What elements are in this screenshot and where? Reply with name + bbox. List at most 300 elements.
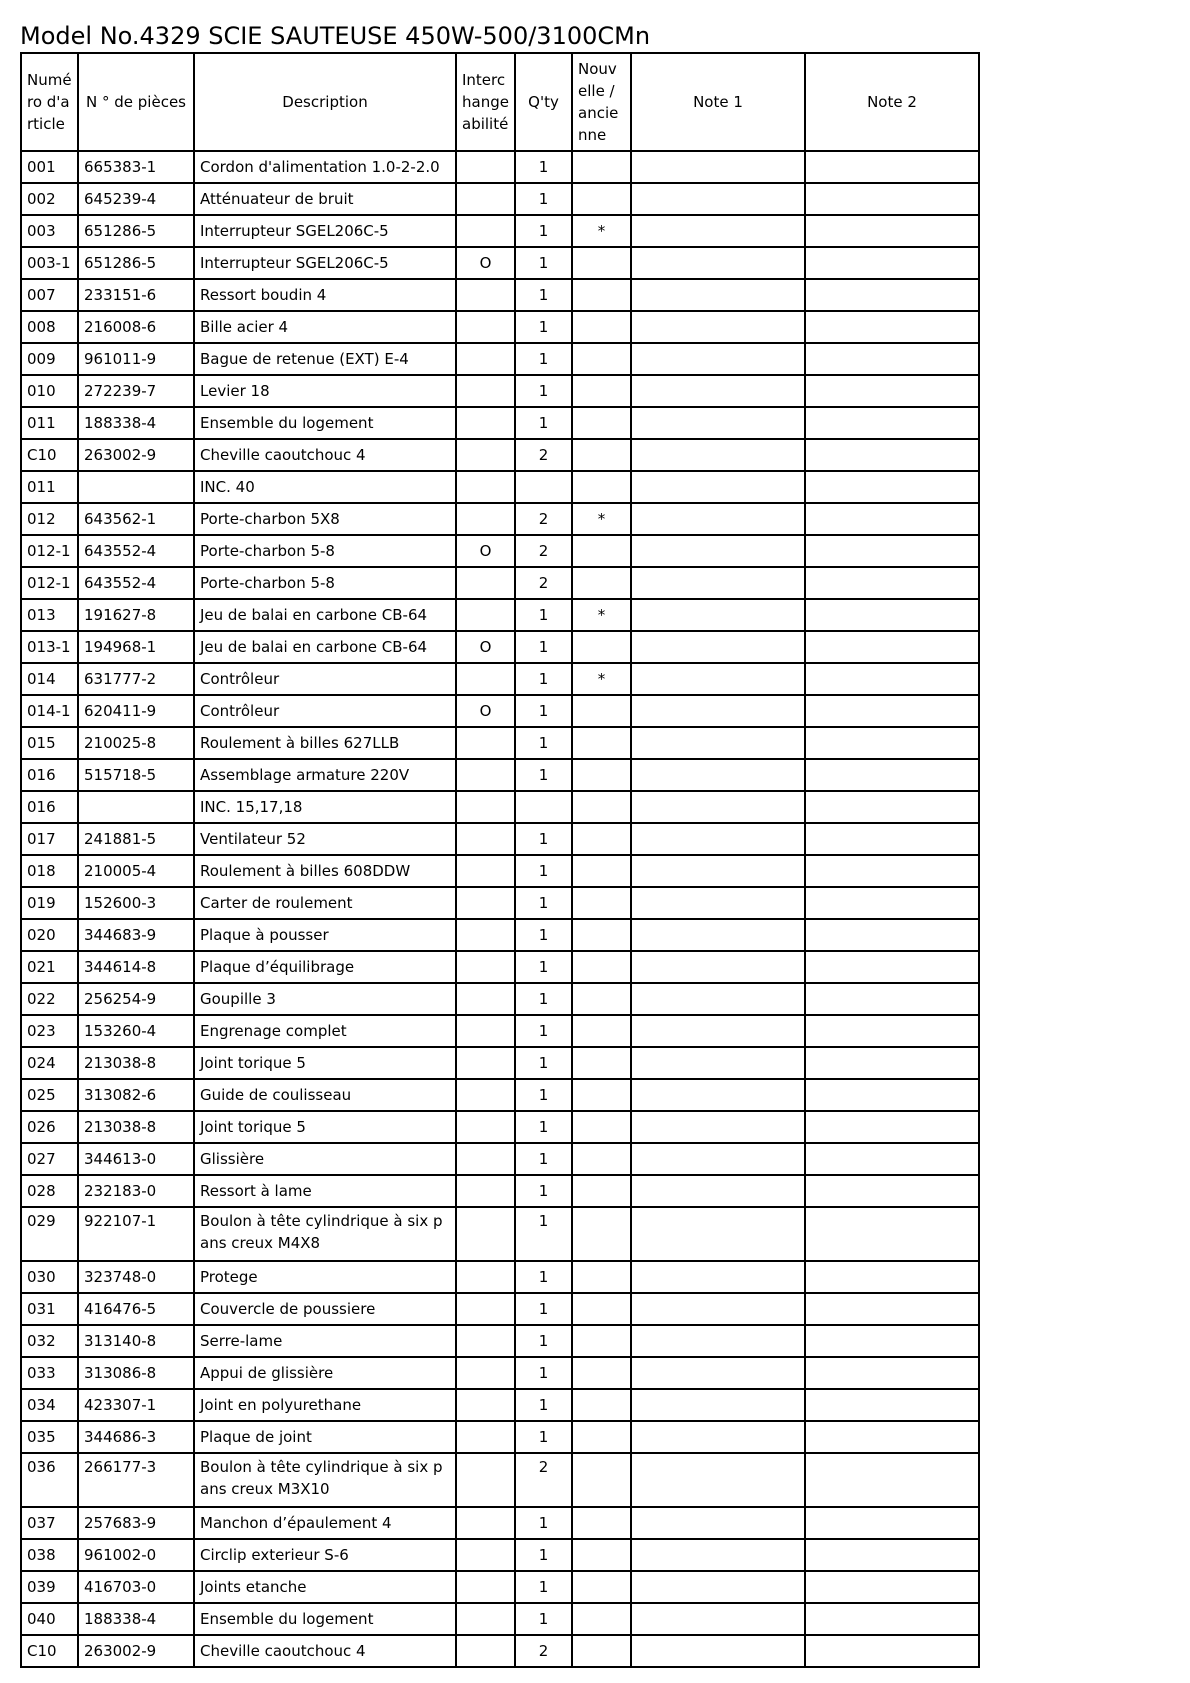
cell-description: Manchon d’épaulement 4 <box>194 1507 456 1539</box>
cell-new-old <box>572 983 631 1015</box>
table-row <box>21 471 979 503</box>
cell-note-1 <box>631 567 805 599</box>
cell-note-1 <box>631 599 805 631</box>
table-row <box>21 1603 979 1635</box>
cell-interchangeability <box>456 215 515 247</box>
table-row <box>21 1571 979 1603</box>
cell-note-2 <box>805 1603 979 1635</box>
cell-interchangeability <box>456 791 515 823</box>
cell-description: Assemblage armature 220V <box>194 759 456 791</box>
cell-quantity: 1 <box>515 1111 572 1143</box>
cell-description: Joint torique 5 <box>194 1111 456 1143</box>
table-row <box>21 823 979 855</box>
cell-item-number: 002 <box>21 183 78 215</box>
cell-note-2 <box>805 695 979 727</box>
cell-item-number: 033 <box>21 1357 78 1389</box>
cell-interchangeability <box>456 1507 515 1539</box>
cell-new-old <box>572 1015 631 1047</box>
cell-interchangeability <box>456 1015 515 1047</box>
cell-part-number: 313082-6 <box>78 1079 194 1111</box>
cell-new-old <box>572 1507 631 1539</box>
cell-description: Engrenage complet <box>194 1015 456 1047</box>
parts-table <box>20 52 980 1668</box>
cell-part-number: 961011-9 <box>78 343 194 375</box>
cell-quantity: 1 <box>515 759 572 791</box>
table-row <box>21 1421 979 1453</box>
cell-note-1 <box>631 1261 805 1293</box>
cell-description: Plaque de joint <box>194 1421 456 1453</box>
cell-description: Appui de glissière <box>194 1357 456 1389</box>
cell-quantity: 1 <box>515 343 572 375</box>
page-title: Model No.4329 SCIE SAUTEUSE 450W-500/3100CMn <box>20 22 651 50</box>
table-row <box>21 727 979 759</box>
cell-note-2 <box>805 599 979 631</box>
cell-part-number: 344614-8 <box>78 951 194 983</box>
cell-quantity: 2 <box>515 1453 572 1507</box>
cell-new-old <box>572 1389 631 1421</box>
cell-description: Ventilateur 52 <box>194 823 456 855</box>
cell-part-number: 344686-3 <box>78 1421 194 1453</box>
cell-new-old <box>572 631 631 663</box>
table-row <box>21 1539 979 1571</box>
table-row <box>21 535 979 567</box>
cell-note-2 <box>805 823 979 855</box>
cell-new-old <box>572 1635 631 1667</box>
cell-item-number: 028 <box>21 1175 78 1207</box>
cell-note-1 <box>631 279 805 311</box>
cell-new-old: * <box>572 215 631 247</box>
cell-new-old <box>572 1357 631 1389</box>
cell-new-old <box>572 183 631 215</box>
cell-note-1 <box>631 1325 805 1357</box>
cell-note-1 <box>631 407 805 439</box>
cell-item-number: 023 <box>21 1015 78 1047</box>
cell-note-2 <box>805 727 979 759</box>
cell-note-2 <box>805 631 979 663</box>
cell-new-old <box>572 919 631 951</box>
cell-part-number: 344613-0 <box>78 1143 194 1175</box>
cell-item-number: 012-1 <box>21 567 78 599</box>
cell-description: Plaque d’équilibrage <box>194 951 456 983</box>
cell-item-number: 024 <box>21 1047 78 1079</box>
cell-note-2 <box>805 759 979 791</box>
cell-description: Cheville caoutchouc 4 <box>194 1635 456 1667</box>
cell-note-2 <box>805 183 979 215</box>
cell-quantity: 1 <box>515 855 572 887</box>
cell-note-1 <box>631 1015 805 1047</box>
header-quantity: Q'ty <box>515 53 572 151</box>
cell-quantity: 1 <box>515 1603 572 1635</box>
cell-note-2 <box>805 1357 979 1389</box>
cell-quantity: 1 <box>515 215 572 247</box>
cell-note-2 <box>805 1421 979 1453</box>
cell-part-number: 620411-9 <box>78 695 194 727</box>
cell-note-1 <box>631 1079 805 1111</box>
cell-item-number: 022 <box>21 983 78 1015</box>
table-row <box>21 1261 979 1293</box>
cell-part-number: 266177-3 <box>78 1453 194 1507</box>
cell-note-2 <box>805 1507 979 1539</box>
cell-item-number: 010 <box>21 375 78 407</box>
cell-interchangeability <box>456 1453 515 1507</box>
cell-item-number: 009 <box>21 343 78 375</box>
cell-note-2 <box>805 855 979 887</box>
cell-item-number: 040 <box>21 1603 78 1635</box>
cell-new-old <box>572 247 631 279</box>
cell-item-number: 031 <box>21 1293 78 1325</box>
cell-description: Boulon à tête cylindrique à six pans creux M4X8 <box>194 1207 456 1261</box>
cell-item-number: 017 <box>21 823 78 855</box>
cell-note-2 <box>805 1175 979 1207</box>
cell-note-1 <box>631 1357 805 1389</box>
header-interchangeability: Interchangeabilité <box>456 53 515 151</box>
table-row <box>21 1047 979 1079</box>
cell-item-number: 021 <box>21 951 78 983</box>
cell-note-2 <box>805 279 979 311</box>
cell-new-old <box>572 695 631 727</box>
cell-item-number: 038 <box>21 1539 78 1571</box>
cell-part-number: 645239-4 <box>78 183 194 215</box>
cell-item-number: 003-1 <box>21 247 78 279</box>
cell-part-number: 416476-5 <box>78 1293 194 1325</box>
cell-interchangeability <box>456 1603 515 1635</box>
cell-interchangeability <box>456 407 515 439</box>
cell-description: Roulement à billes 627LLB <box>194 727 456 759</box>
cell-description: Levier 18 <box>194 375 456 407</box>
cell-note-1 <box>631 983 805 1015</box>
cell-item-number: 039 <box>21 1571 78 1603</box>
cell-interchangeability <box>456 1175 515 1207</box>
cell-note-2 <box>805 375 979 407</box>
cell-description: INC. 40 <box>194 471 456 503</box>
cell-new-old <box>572 375 631 407</box>
cell-new-old <box>572 439 631 471</box>
cell-quantity: 1 <box>515 311 572 343</box>
table-row <box>21 343 979 375</box>
table-row <box>21 375 979 407</box>
table-row <box>21 695 979 727</box>
cell-quantity: 1 <box>515 727 572 759</box>
table-row <box>21 631 979 663</box>
table-row <box>21 567 979 599</box>
cell-note-1 <box>631 1635 805 1667</box>
cell-new-old <box>572 823 631 855</box>
cell-note-1 <box>631 1175 805 1207</box>
cell-item-number: 008 <box>21 311 78 343</box>
table-row <box>21 663 979 695</box>
cell-quantity: 1 <box>515 1015 572 1047</box>
cell-note-1 <box>631 503 805 535</box>
cell-item-number: 014 <box>21 663 78 695</box>
cell-interchangeability <box>456 1207 515 1261</box>
cell-interchangeability <box>456 983 515 1015</box>
cell-item-number: 003 <box>21 215 78 247</box>
cell-description: Joint torique 5 <box>194 1047 456 1079</box>
header-description: Description <box>194 53 456 151</box>
cell-item-number: 035 <box>21 1421 78 1453</box>
table-row <box>21 791 979 823</box>
cell-quantity: 1 <box>515 695 572 727</box>
cell-quantity: 1 <box>515 1571 572 1603</box>
cell-description: Glissière <box>194 1143 456 1175</box>
cell-part-number: 263002-9 <box>78 1635 194 1667</box>
cell-quantity: 2 <box>515 535 572 567</box>
cell-quantity: 1 <box>515 151 572 183</box>
cell-note-2 <box>805 887 979 919</box>
table-row <box>21 1293 979 1325</box>
cell-note-2 <box>805 1079 979 1111</box>
cell-part-number: 643562-1 <box>78 503 194 535</box>
cell-part-number: 152600-3 <box>78 887 194 919</box>
cell-part-number: 191627-8 <box>78 599 194 631</box>
cell-part-number: 210005-4 <box>78 855 194 887</box>
cell-quantity <box>515 791 572 823</box>
cell-note-1 <box>631 855 805 887</box>
cell-description: Ressort boudin 4 <box>194 279 456 311</box>
cell-quantity: 1 <box>515 1175 572 1207</box>
cell-note-2 <box>805 535 979 567</box>
cell-note-2 <box>805 1207 979 1261</box>
cell-part-number: 651286-5 <box>78 247 194 279</box>
cell-quantity: 1 <box>515 1357 572 1389</box>
cell-item-number: 001 <box>21 151 78 183</box>
cell-part-number: 665383-1 <box>78 151 194 183</box>
cell-new-old <box>572 471 631 503</box>
cell-item-number: 013-1 <box>21 631 78 663</box>
cell-new-old: * <box>572 663 631 695</box>
cell-description: Serre-lame <box>194 1325 456 1357</box>
cell-note-1 <box>631 1293 805 1325</box>
cell-new-old <box>572 791 631 823</box>
table-row <box>21 599 979 631</box>
cell-description: Contrôleur <box>194 695 456 727</box>
cell-quantity: 1 <box>515 183 572 215</box>
cell-interchangeability <box>456 1111 515 1143</box>
cell-description: Carter de roulement <box>194 887 456 919</box>
cell-part-number: 256254-9 <box>78 983 194 1015</box>
cell-item-number: 029 <box>21 1207 78 1261</box>
cell-note-1 <box>631 183 805 215</box>
cell-interchangeability <box>456 375 515 407</box>
cell-new-old <box>572 1603 631 1635</box>
table-row <box>21 919 979 951</box>
cell-quantity: 1 <box>515 247 572 279</box>
cell-note-1 <box>631 535 805 567</box>
cell-note-1 <box>631 727 805 759</box>
table-row <box>21 855 979 887</box>
cell-quantity: 1 <box>515 919 572 951</box>
cell-note-2 <box>805 247 979 279</box>
cell-part-number: 241881-5 <box>78 823 194 855</box>
cell-new-old <box>572 759 631 791</box>
cell-interchangeability <box>456 151 515 183</box>
cell-part-number: 643552-4 <box>78 535 194 567</box>
cell-new-old <box>572 951 631 983</box>
cell-note-1 <box>631 1421 805 1453</box>
cell-interchangeability: O <box>456 695 515 727</box>
header-note-1: Note 1 <box>631 53 805 151</box>
cell-description: Joints etanche <box>194 1571 456 1603</box>
cell-interchangeability <box>456 759 515 791</box>
cell-item-number: 011 <box>21 407 78 439</box>
cell-item-number: 012-1 <box>21 535 78 567</box>
cell-note-2 <box>805 471 979 503</box>
cell-quantity: 1 <box>515 407 572 439</box>
cell-note-1 <box>631 1207 805 1261</box>
cell-note-1 <box>631 1047 805 1079</box>
cell-note-1 <box>631 247 805 279</box>
table-body <box>21 151 979 1667</box>
cell-interchangeability: O <box>456 247 515 279</box>
cell-interchangeability <box>456 1539 515 1571</box>
cell-item-number: 015 <box>21 727 78 759</box>
cell-quantity: 1 <box>515 279 572 311</box>
cell-quantity: 1 <box>515 1421 572 1453</box>
cell-note-2 <box>805 1015 979 1047</box>
cell-description: Jeu de balai en carbone CB-64 <box>194 599 456 631</box>
cell-note-1 <box>631 439 805 471</box>
cell-description: Interrupteur SGEL206C-5 <box>194 247 456 279</box>
cell-part-number: 233151-6 <box>78 279 194 311</box>
cell-item-number: 020 <box>21 919 78 951</box>
cell-quantity: 1 <box>515 663 572 695</box>
cell-quantity: 1 <box>515 983 572 1015</box>
cell-note-1 <box>631 1111 805 1143</box>
cell-description: Plaque à pousser <box>194 919 456 951</box>
cell-new-old <box>572 1325 631 1357</box>
cell-new-old <box>572 1293 631 1325</box>
cell-quantity: 1 <box>515 1389 572 1421</box>
cell-note-1 <box>631 311 805 343</box>
header-item-number: Numéro d'article <box>21 53 78 151</box>
cell-note-1 <box>631 1143 805 1175</box>
table-row <box>21 1143 979 1175</box>
cell-item-number: 016 <box>21 759 78 791</box>
cell-note-2 <box>805 1453 979 1507</box>
cell-part-number: 272239-7 <box>78 375 194 407</box>
cell-quantity: 1 <box>515 631 572 663</box>
table-row <box>21 983 979 1015</box>
cell-quantity: 2 <box>515 567 572 599</box>
cell-description: INC. 15,17,18 <box>194 791 456 823</box>
table-row <box>21 311 979 343</box>
cell-interchangeability <box>456 311 515 343</box>
cell-new-old <box>572 1421 631 1453</box>
cell-new-old <box>572 1571 631 1603</box>
cell-interchangeability: O <box>456 631 515 663</box>
cell-interchangeability <box>456 663 515 695</box>
table-row <box>21 1079 979 1111</box>
cell-interchangeability <box>456 1325 515 1357</box>
cell-item-number: 037 <box>21 1507 78 1539</box>
cell-new-old: * <box>572 503 631 535</box>
cell-note-2 <box>805 1047 979 1079</box>
cell-interchangeability <box>456 919 515 951</box>
cell-interchangeability <box>456 887 515 919</box>
cell-note-2 <box>805 951 979 983</box>
table-row <box>21 1357 979 1389</box>
cell-note-2 <box>805 663 979 695</box>
cell-part-number <box>78 791 194 823</box>
cell-note-1 <box>631 1507 805 1539</box>
cell-part-number: 210025-8 <box>78 727 194 759</box>
cell-interchangeability <box>456 343 515 375</box>
cell-note-1 <box>631 215 805 247</box>
cell-item-number: 018 <box>21 855 78 887</box>
cell-interchangeability <box>456 183 515 215</box>
cell-new-old <box>572 1539 631 1571</box>
cell-item-number: 034 <box>21 1389 78 1421</box>
table-row <box>21 887 979 919</box>
cell-note-1 <box>631 1603 805 1635</box>
cell-part-number: 213038-8 <box>78 1047 194 1079</box>
cell-new-old <box>572 279 631 311</box>
cell-interchangeability <box>456 503 515 535</box>
cell-part-number: 922107-1 <box>78 1207 194 1261</box>
cell-item-number: C10 <box>21 439 78 471</box>
cell-part-number: 194968-1 <box>78 631 194 663</box>
cell-part-number: 257683-9 <box>78 1507 194 1539</box>
cell-part-number: 313140-8 <box>78 1325 194 1357</box>
cell-note-1 <box>631 823 805 855</box>
cell-description: Goupille 3 <box>194 983 456 1015</box>
cell-quantity: 1 <box>515 1261 572 1293</box>
cell-new-old <box>572 1207 631 1261</box>
cell-interchangeability <box>456 1635 515 1667</box>
cell-interchangeability <box>456 439 515 471</box>
cell-interchangeability <box>456 1143 515 1175</box>
cell-note-1 <box>631 471 805 503</box>
cell-quantity: 1 <box>515 887 572 919</box>
cell-quantity: 1 <box>515 1079 572 1111</box>
cell-note-2 <box>805 983 979 1015</box>
cell-note-2 <box>805 1111 979 1143</box>
cell-interchangeability <box>456 1389 515 1421</box>
table-row <box>21 759 979 791</box>
cell-part-number <box>78 471 194 503</box>
cell-new-old <box>572 1143 631 1175</box>
cell-note-2 <box>805 439 979 471</box>
table-row <box>21 247 979 279</box>
cell-item-number: 036 <box>21 1453 78 1507</box>
cell-quantity <box>515 471 572 503</box>
cell-quantity: 1 <box>515 1325 572 1357</box>
header-row <box>21 53 979 151</box>
cell-new-old <box>572 1261 631 1293</box>
cell-note-1 <box>631 695 805 727</box>
cell-interchangeability <box>456 727 515 759</box>
cell-note-2 <box>805 1325 979 1357</box>
cell-part-number: 631777-2 <box>78 663 194 695</box>
cell-note-2 <box>805 311 979 343</box>
cell-new-old <box>572 855 631 887</box>
cell-description: Circlip exterieur S-6 <box>194 1539 456 1571</box>
cell-new-old <box>572 151 631 183</box>
cell-item-number: 027 <box>21 1143 78 1175</box>
cell-description: Protege <box>194 1261 456 1293</box>
header-part-number: N ° de pièces <box>78 53 194 151</box>
cell-note-1 <box>631 343 805 375</box>
table-row <box>21 1111 979 1143</box>
cell-note-2 <box>805 215 979 247</box>
cell-part-number: 188338-4 <box>78 1603 194 1635</box>
cell-quantity: 1 <box>515 823 572 855</box>
cell-note-2 <box>805 919 979 951</box>
table-row <box>21 1453 979 1507</box>
cell-interchangeability <box>456 951 515 983</box>
cell-note-1 <box>631 1539 805 1571</box>
cell-part-number: 313086-8 <box>78 1357 194 1389</box>
